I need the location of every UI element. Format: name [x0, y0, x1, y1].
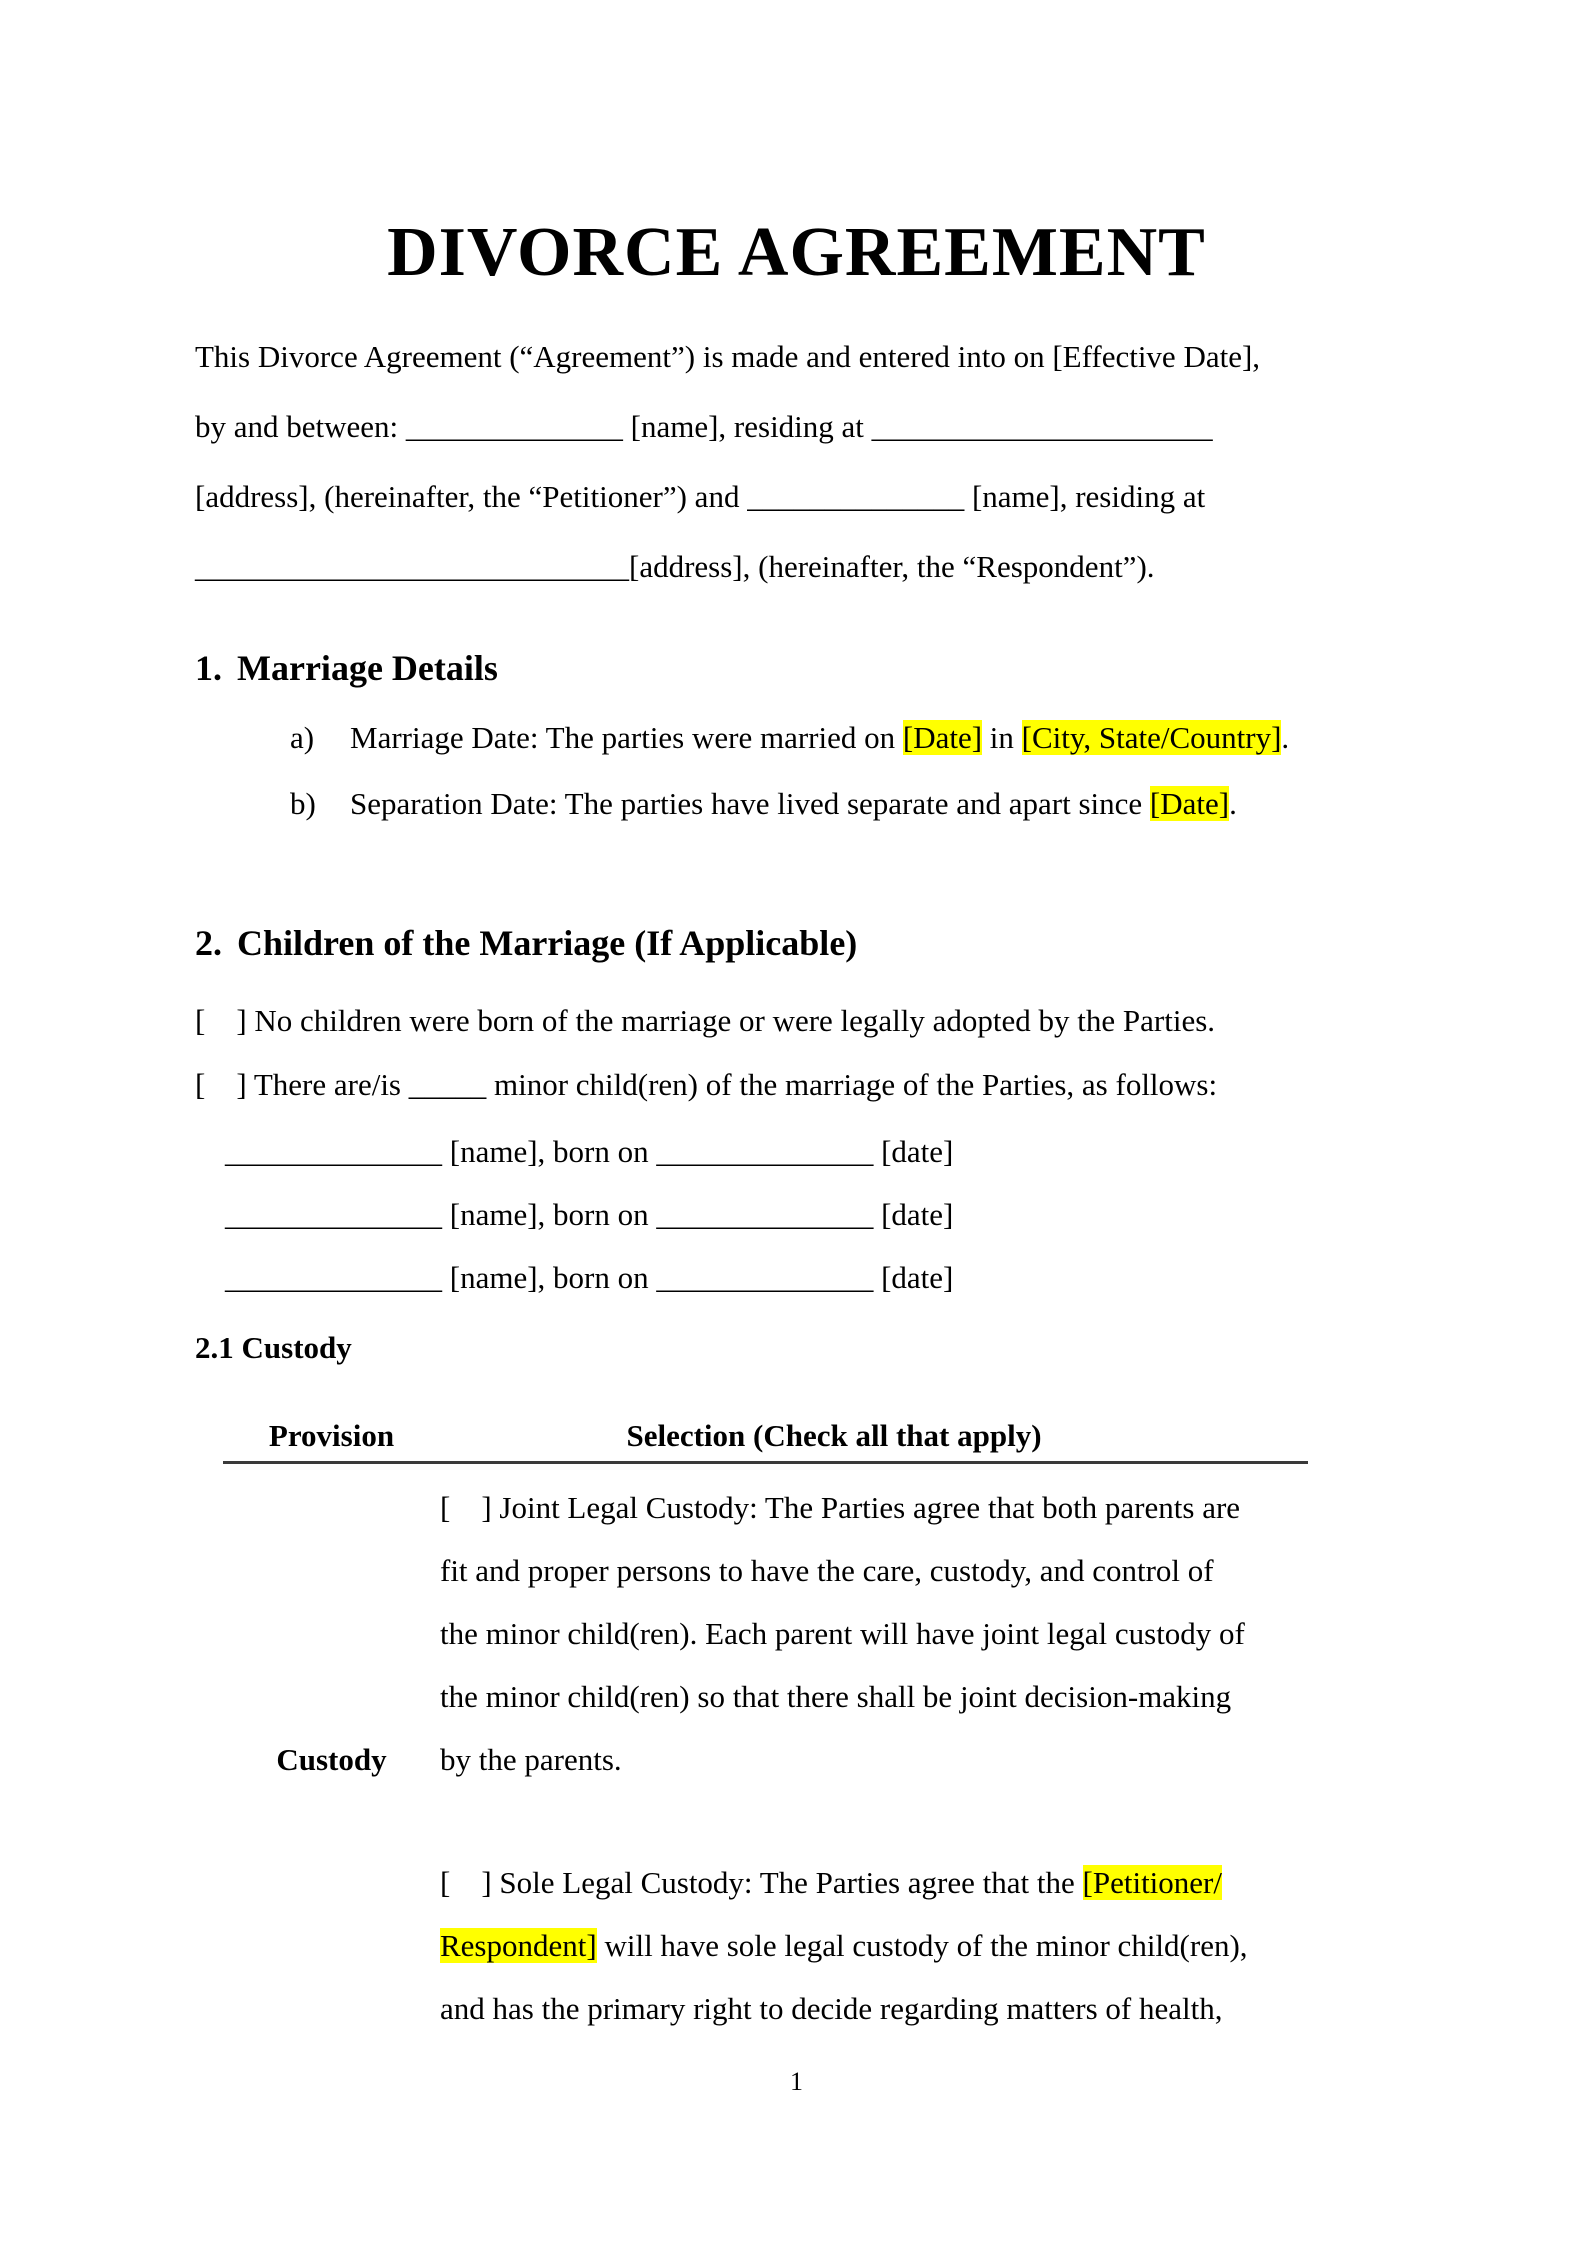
joint-legal-custody-paragraph — [440, 1476, 1308, 1791]
document-line: the minor child(ren) so that there shall be joint decision-making — [440, 1679, 1232, 1714]
document-line: [ ] No children were born of the marriage or were legally adopted by the Parties. — [195, 1003, 1216, 1038]
subsection-heading-custody: 2.1 Custody — [195, 1330, 352, 1365]
text-segment: will have sole legal custody of the minor child(ren), — [596, 1928, 1248, 1963]
document-line: the minor child(ren). Each parent will have joint legal custody of — [440, 1616, 1245, 1651]
sole-legal-custody-paragraph — [440, 1851, 1308, 2040]
text-segment: . — [1229, 786, 1237, 821]
document-title: DIVORCE AGREEMENT — [387, 214, 1206, 291]
document-line: by the parents. — [440, 1742, 622, 1777]
custody-table — [223, 1411, 1308, 2040]
column-header-provision: Provision — [268, 1418, 395, 1453]
list-item-label: a) — [290, 720, 315, 755]
document-line: by and between: ______________ [name], residing at ______________________ — [195, 409, 1213, 444]
document-line: ______________ [name], born on ______________ [date] — [225, 1134, 954, 1169]
list-item-separation-date — [195, 771, 1398, 837]
page-number: 1 — [790, 2067, 803, 2096]
selection-cell — [440, 1464, 1308, 2040]
section-number: 2. — [195, 923, 222, 963]
text-segment: Separation Date: The parties have lived separate and apart since — [350, 786, 1150, 821]
provision-cell — [223, 1464, 440, 2040]
children-fill-in-lines — [195, 1120, 1398, 1309]
provision-label: Custody — [276, 1742, 387, 1777]
section-heading-children — [195, 921, 1398, 965]
text-segment: in — [982, 720, 1022, 755]
document-line — [440, 1914, 1308, 1977]
document-line: [ ] There are/is _____ minor child(ren) of the marriage of the Parties, as follows: — [195, 1067, 1218, 1102]
document-line: This Divorce Agreement (“Agreement”) is made and entered into on [Effective Date], — [195, 339, 1261, 374]
highlighted-placeholder: Respondent] — [440, 1928, 597, 1963]
document-line: ______________ [name], born on ______________ [date] — [225, 1260, 954, 1295]
children-checkbox-options — [195, 989, 1398, 1117]
list-item-text — [350, 705, 1289, 771]
document-line: ______________ [name], born on ______________ [date] — [225, 1197, 954, 1232]
text-segment: . — [1281, 720, 1290, 755]
marriage-items — [195, 705, 1398, 837]
section-number: 1. — [195, 648, 222, 688]
list-item-label: b) — [290, 786, 316, 821]
list-item-text — [350, 771, 1237, 837]
intro-paragraph — [195, 322, 1398, 602]
document-line — [440, 1977, 1308, 2040]
document-line: ____________________________[address], (hereinafter, the “Respondent”). — [195, 549, 1155, 584]
document-line — [440, 1851, 1308, 1914]
text-segment: and has the primary right to decide regarding matters of health, — [440, 1991, 1223, 2026]
column-header-selection: Selection (Check all that apply) — [626, 1418, 1042, 1453]
section-heading-marriage-details — [195, 646, 1398, 690]
highlighted-placeholder: [Petitioner/ — [1082, 1865, 1222, 1900]
custody-table-header — [223, 1411, 1308, 1464]
highlighted-placeholder: [Date] — [1149, 786, 1230, 821]
list-item-marriage-date — [195, 705, 1398, 771]
custody-table-row — [223, 1464, 1308, 2040]
highlighted-placeholder: [Date] — [902, 720, 983, 755]
document-line: fit and proper persons to have the care, custody, and control of — [440, 1553, 1214, 1588]
text-segment: [ ] Sole Legal Custody: The Parties agree that the — [440, 1865, 1083, 1900]
text-segment: Marriage Date: The parties were married on — [350, 720, 903, 755]
section-title: Children of the Marriage (If Applicable) — [237, 923, 858, 963]
document-line: [ ] Joint Legal Custody: The Parties agree that both parents are — [440, 1490, 1241, 1525]
highlighted-placeholder: [City, State/Country] — [1021, 720, 1282, 755]
section-title: Marriage Details — [237, 648, 498, 688]
document-line: [address], (hereinafter, the “Petitioner”) and ______________ [name], residing at — [195, 479, 1206, 514]
